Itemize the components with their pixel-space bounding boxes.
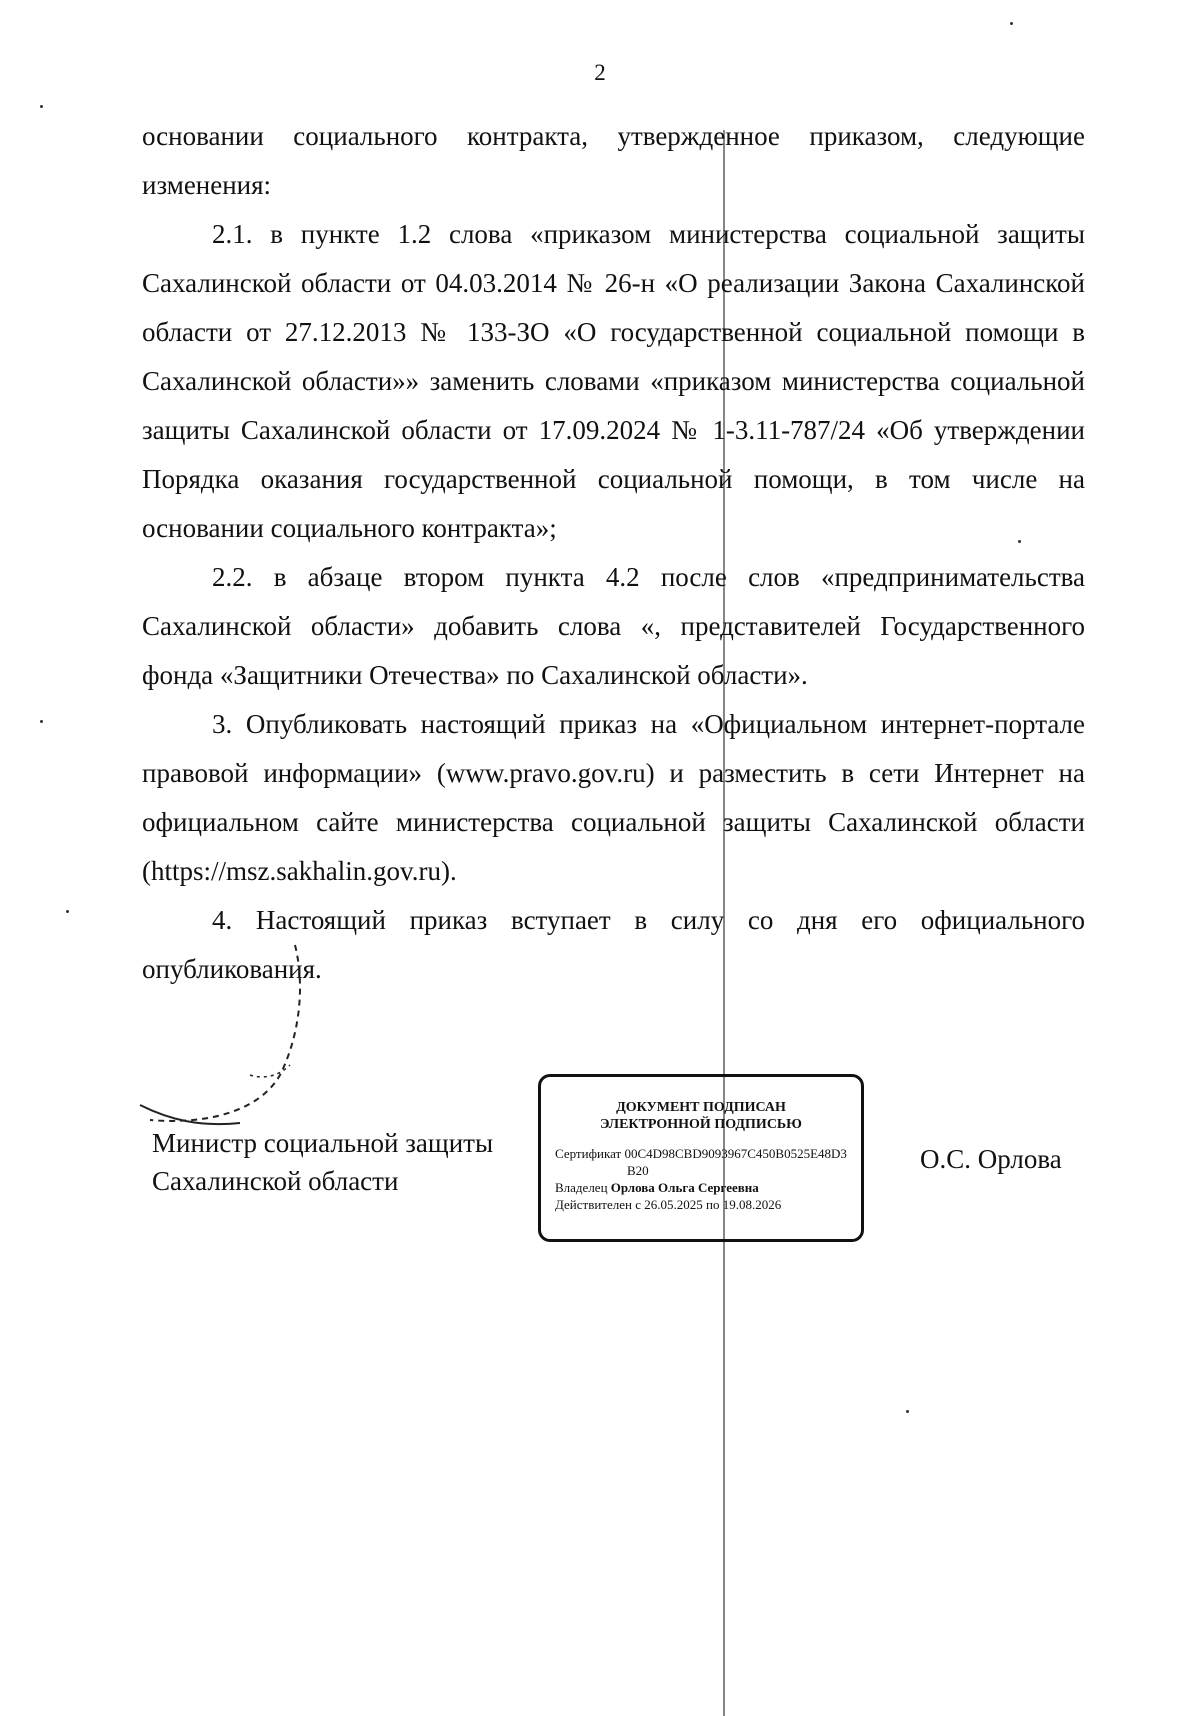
stamp-owner-value: Орлова Ольга Сергеевна — [610, 1180, 759, 1195]
signatory-title-line2: Сахалинской области — [152, 1166, 399, 1196]
stamp-certificate-label: Сертификат — [555, 1146, 622, 1161]
signatory-title-line1: Министр социальной защиты — [152, 1128, 494, 1158]
scan-speck — [1010, 22, 1013, 25]
stamp-valid-to-label: по — [706, 1197, 720, 1212]
paragraph-2-2: 2.2. в абзаце втором пункта 4.2 после слов «предпринимательства Сахалинской области» добавить слова «, представителей Государственного фонда «Защитники Отечества» по Сахалинской области». — [142, 562, 1085, 690]
paragraph-3: 3. Опубликовать настоящий приказ на «Официальном интернет-портале правовой информации» (www.pravo.gov.ru) и разместить в сети Интернет на официальном сайте министерства социальной защиты Сахалинской области (https://msz.sakhalin.gov.ru). — [142, 709, 1085, 886]
stamp-valid-label: Действителен с — [555, 1197, 641, 1212]
stamp-certificate-row — [555, 1145, 847, 1162]
stamp-certificate-value-cont: B20 — [627, 1163, 649, 1178]
stamp-certificate-value: 00C4D98CBD9093967C450B0525E48D3 — [624, 1146, 847, 1161]
stamp-validity-row — [555, 1196, 847, 1213]
stamp-owner-row — [555, 1179, 847, 1196]
scan-speck — [1018, 540, 1021, 543]
signatory-name: О.С. Орлова — [920, 1144, 1062, 1174]
paragraph-2-1: 2.1. в пункте 1.2 слова «приказом министерства социальной защиты Сахалинской области от 04.03.2014 № 26-н «О реализации Закона Сахалинской области от 27.12.2013 № 133-ЗО «О государственной социальной помощи в Сахалинской области»» заменить словами «приказом министерства социальной защиты Сахалинской области от 17.09.2024 № 1-3.11-787/24 «Об утверждении Порядка оказания государственной социальной помощи, в том числе на основании социального контракта»; — [142, 219, 1085, 543]
stamp-header-line1: ДОКУМЕНТ ПОДПИСАН — [616, 1100, 786, 1115]
scan-speck — [40, 105, 43, 108]
document-body — [142, 112, 1085, 994]
paragraph-continuation: основании социального контракта, утвержденное приказом, следующие изменения: — [142, 121, 1085, 200]
scan-speck — [66, 910, 69, 913]
stamp-header — [555, 1099, 847, 1133]
stamp-valid-from: 26.05.2025 — [644, 1197, 703, 1212]
handwritten-mark — [130, 925, 330, 1135]
stamp-owner-label: Владелец — [555, 1180, 608, 1195]
signatory-title — [152, 1124, 493, 1200]
electronic-signature-stamp — [538, 1074, 864, 1242]
page-number: 2 — [594, 60, 606, 85]
scan-speck — [40, 720, 43, 723]
stamp-header-line2: ЭЛЕКТРОННОЙ ПОДПИСЬЮ — [600, 1117, 802, 1132]
scan-speck — [906, 1410, 909, 1413]
paragraph-4: 4. Настоящий приказ вступает в силу со дня его официального опубликования. — [142, 905, 1085, 984]
stamp-valid-to: 19.08.2026 — [722, 1197, 782, 1212]
